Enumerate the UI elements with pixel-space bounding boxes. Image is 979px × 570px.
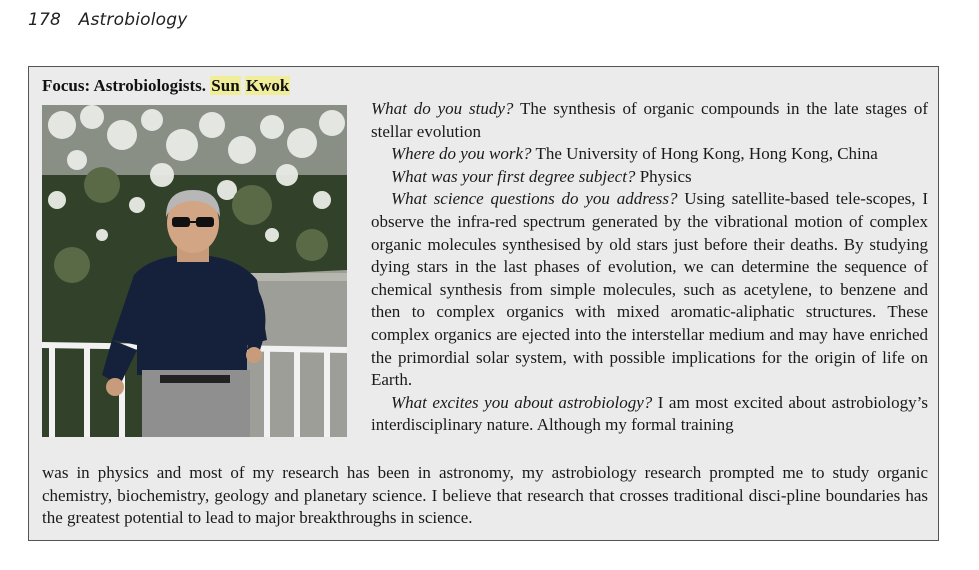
qa-study xyxy=(371,98,928,143)
question-excites: What excites you about astrobiology? xyxy=(391,392,653,412)
title-prefix: Focus: Astrobiologists. xyxy=(42,76,207,95)
name-first: Sun xyxy=(211,76,240,95)
question-study: What do you study? xyxy=(371,99,514,118)
answer-work: The University of Hong Kong, Hong Kong, China xyxy=(535,144,878,164)
name-last: Kwok xyxy=(245,76,290,95)
qa-science xyxy=(371,188,928,391)
answers-column xyxy=(371,98,928,437)
answer-study: The synthesis of organic compounds in the late stages of stellar evolution xyxy=(371,99,928,141)
section-title: Astrobiology xyxy=(78,10,188,30)
page-number: 178 xyxy=(28,10,62,30)
qa-work xyxy=(371,143,928,166)
question-work: Where do you work? xyxy=(391,144,532,164)
portrait-illustration xyxy=(42,105,347,437)
answer-excites-part2: was in physics and most of my research has been in astronomy, my astrobiology research prompted me to study organic chemistry, biochemistry, geology and planetary science. I believe that research that crosses traditional disci-pline boundaries has the greatest potential to lead to major breakthroughs in science. xyxy=(42,463,928,528)
answer-degree: Physics xyxy=(639,166,692,186)
question-science: What science questions do you address? xyxy=(391,189,678,209)
portrait-photo xyxy=(42,105,347,437)
running-head xyxy=(28,10,188,30)
qa-excites-continued xyxy=(42,462,928,530)
answer-excites-part1: I am most excited about astrobiology’s interdisciplinary nature. Although my formal training xyxy=(371,392,928,435)
qa-excites-start xyxy=(371,392,928,437)
answer-science: Using satellite-based tele-scopes, I observe the infra-red spectrum generated by the vibrational motion of complex organic molecules synthesised by old stars just before their deaths. By studying dying stars in the last phases of evolution, we can determine the sequence of chemical synthesis from simple molecules, such as acetylene, to benzene and then to complex organics with mixed aromatic-aliphatic structures. These complex organics are ejected into the interstellar medium and may have enriched the primordial solar system, with possible implications for the origin of life on Earth. xyxy=(371,189,929,390)
answers-fullwidth xyxy=(42,462,928,530)
focus-box xyxy=(28,66,939,541)
box-title xyxy=(42,76,290,96)
question-degree: What was your first degree subject? xyxy=(391,166,636,186)
qa-degree xyxy=(371,166,928,189)
